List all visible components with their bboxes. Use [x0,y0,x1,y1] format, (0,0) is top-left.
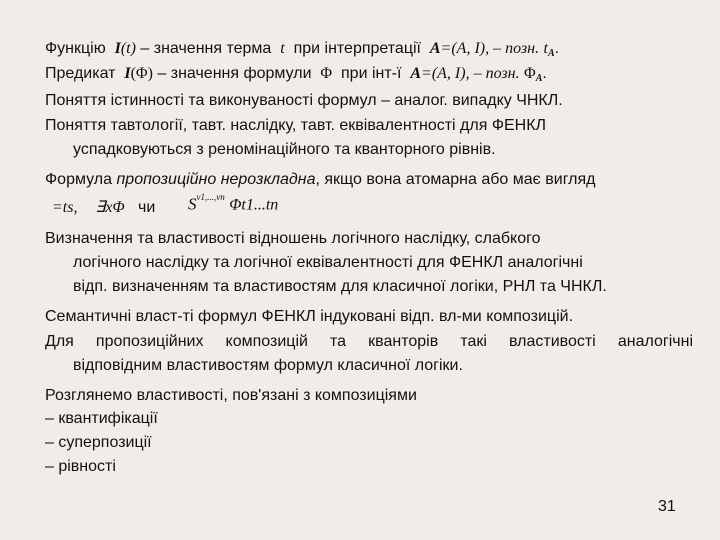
symbol-t-paren: (t) [120,40,136,57]
symbol-eq: =(A, I), – позн. [421,65,520,82]
superscript-vars: v1,...,vn [196,192,225,202]
paragraph-consider: Розглянемо властивості, пов'язані з композиціями [45,387,417,404]
paragraph-term-value [45,37,559,65]
symbol-A: A [410,65,422,82]
symbol-t: t [280,40,285,57]
paragraph-predicate-value [45,62,547,90]
text: при інтерпретації [293,40,421,57]
text: , якщо вона атомарна або має вигляд [315,171,596,188]
symbol-I: I [124,65,131,82]
paragraph-formula [45,168,596,191]
formula-exists: ∃xΦ [95,199,125,216]
list-item-quantification: – квантифікації [45,410,158,427]
paragraph-consequence-cont: логічного наслідку та логічної еквівалентності для ФЕНКЛ аналогічні [73,254,583,271]
period: . [542,65,547,82]
paragraph-truth: Поняття істинності та виконуваності формул – аналог. випадку ЧНКЛ. [45,92,563,109]
text: – значення терма [140,40,272,57]
text: Предикат [45,65,116,82]
symbol-phiA: Φ [524,65,536,82]
paragraph-semantic: Семантичні власт-ті формул ФЕНКЛ індуковані відп. вл-ми композицій. [45,308,574,325]
symbol-A: A [429,40,441,57]
italic-term: пропозиційно нерозкладна [116,171,316,188]
formula-eq: =ts, [52,199,78,216]
text: – значення формули [157,65,312,82]
symbol-S: S [188,194,197,214]
paragraph-propositional-cont: відповідним властивостям формул класичної логіки. [73,357,463,374]
list-item-superposition: – суперпозиції [45,434,152,451]
symbol-I: I [114,40,121,57]
formula-phi-t: Φt1...tn [229,196,279,214]
symbol-phi: Φ [320,65,333,82]
subscript-A: A [547,48,555,59]
paragraph-consequence-cont2: відп. визначенням та властивостям для класичної логіки, РНЛ та ЧНКЛ. [73,278,607,295]
symbol-tA: t [543,40,548,57]
paragraph-tautology-cont: успадковуються з реномінаційного та кванторного рівнів. [73,141,496,158]
formula-line [52,196,155,219]
symbol-phi-paren: (Φ) [130,65,153,82]
paragraph-tautology: Поняття тавтології, тавт. наслідку, тавт. еквівалентності для ФЕНКЛ [45,117,547,134]
list-item-equality: – рівності [45,458,116,475]
paragraph-propositional: Для пропозиційних композицій та кванторів такі властивості аналогічні [45,333,693,350]
page-number: 31 [658,498,676,515]
period: . [554,40,560,57]
symbol-eq: =(A, I), – позн. [440,40,540,57]
text: при інт-ї [341,65,402,82]
text: Формула [45,171,113,188]
text: Функцію [45,40,106,57]
subscript-A: A [535,73,543,84]
text-or: чи [137,199,156,216]
formula-substitution [188,190,278,215]
paragraph-consequence: Визначення та властивості відношень логічного наслідку, слабкого [45,230,541,247]
